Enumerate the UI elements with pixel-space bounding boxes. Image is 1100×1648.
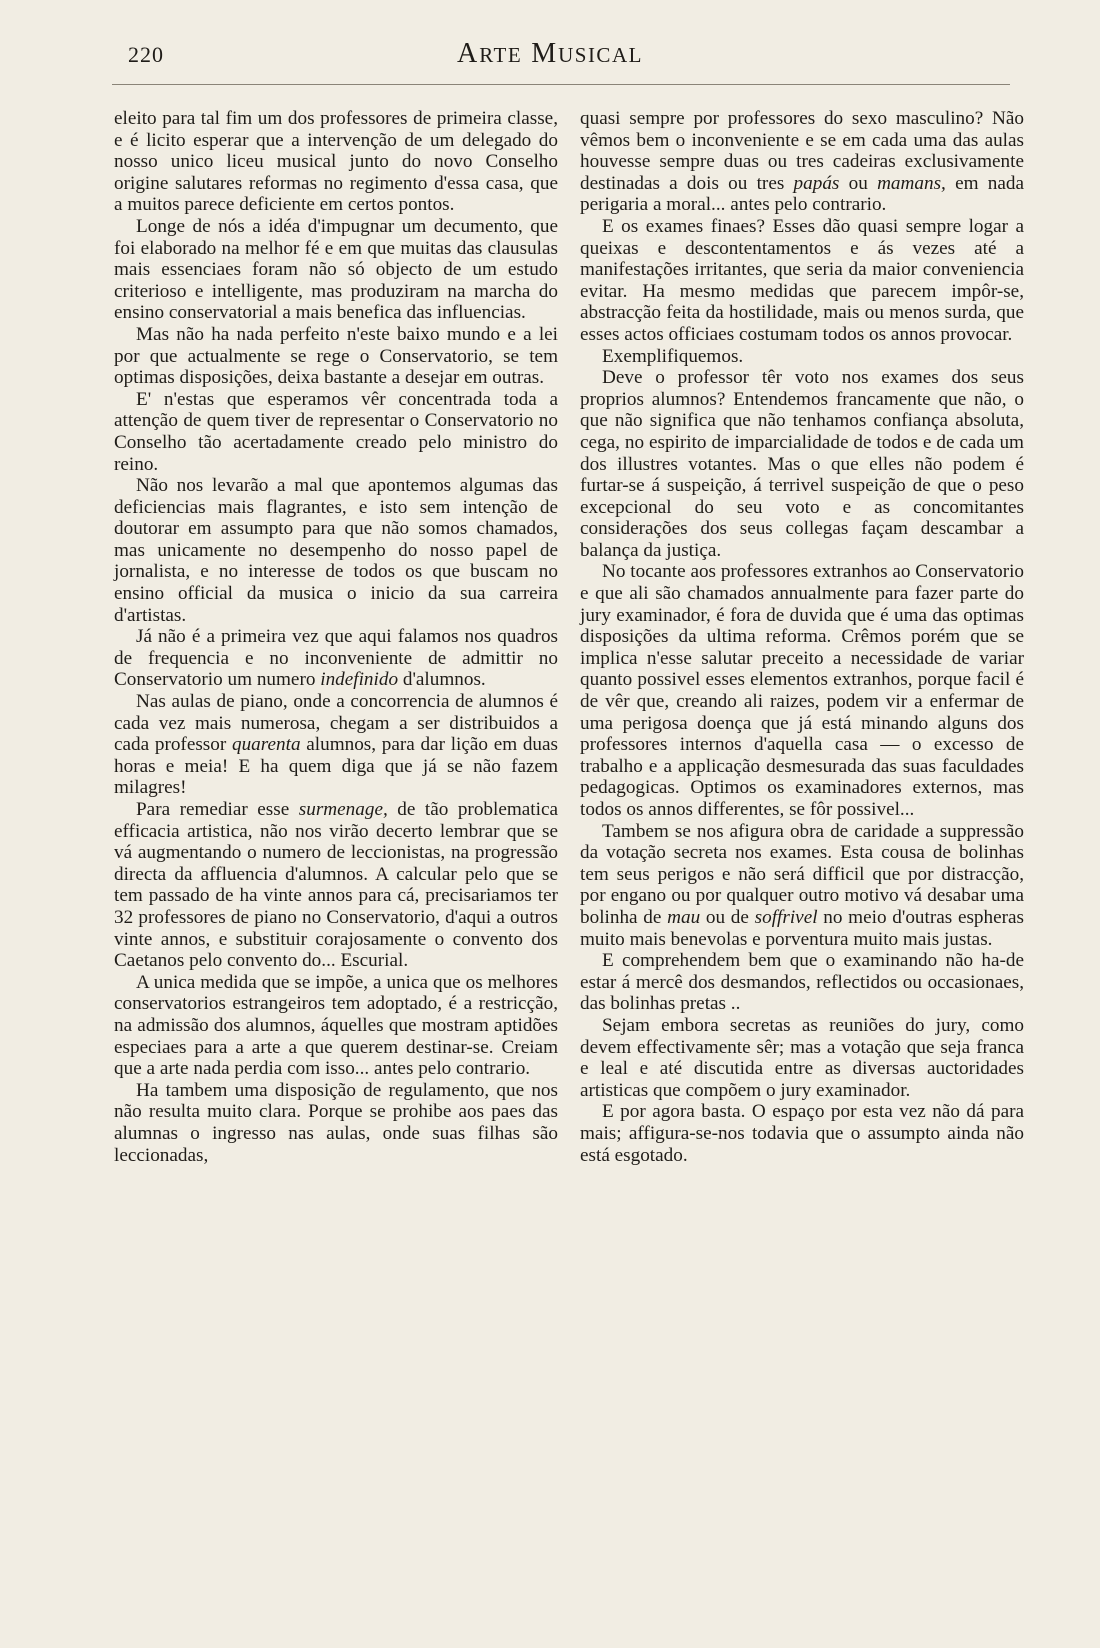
- paragraph-text: de tão problematica efficacia artistica, não nos virão decerto lembrar que se vá augmentando o numero de leccionistas, na progressão directa da affluencia d'alumnos. A calcular pelo que se tem passado de ha vinte annos para cá, precisariamos ter 32 professores de piano no Conservatorio, d'aqui a outros vinte annos, e substituir corajosamente o convento dos Caetanos pelo convento do... Escurial.: [114, 799, 558, 972]
- paragraph: [114, 626, 558, 691]
- paragraph: [580, 950, 1024, 1015]
- paragraph-text: Para remediar esse: [136, 799, 299, 820]
- paragraph: [114, 799, 558, 972]
- paragraph: [580, 821, 1024, 951]
- paragraph: [580, 1101, 1024, 1166]
- paragraph-text: Nas aulas de piano, onde a concorrencia de alumnos é cada vez mais numerosa, chegam a ser distribuidos a cada professor: [114, 691, 558, 756]
- header-rule: [112, 84, 1010, 85]
- paragraph-text: Já não é a primeira vez que aqui falamos nos quadros de frequencia e no inconveniente de admittir no Conservatorio um numero: [114, 626, 558, 691]
- italic-text: mamans,: [877, 172, 946, 194]
- paragraph-text: E por agora basta. O espaço por esta vez não dá para mais; affigura-se-nos todavia que o assumpto ainda não está esgotado.: [580, 1101, 1024, 1166]
- italic-text: indefinido: [320, 669, 399, 691]
- paragraph: [580, 216, 1024, 346]
- paragraph: [580, 346, 1024, 368]
- title-initial-a: A: [457, 38, 480, 69]
- italic-text: quarenta: [231, 734, 301, 756]
- paragraph-text: E comprehendem bem que o examinando não ha-de estar á mercê dos desmandos, reflectidos ou occasionaes, das bolinhas pretas ..: [580, 950, 1024, 1015]
- paragraph-text: ou de: [700, 906, 755, 928]
- italic-text: surmenage,: [298, 799, 388, 820]
- paragraph-text: Exemplifiquemos.: [602, 345, 744, 367]
- paragraph-text: Não nos levarão a mal que apontemos algumas das deficiencias mais flagrantes, e isto sem intenção de doutorar em assumpto para que não somos chamados, mas unicamente no desempenho do nosso papel de jornalista, e no interesse de todos os que buscam no ensino official da musica o inicio da sua carreira d'artistas.: [114, 475, 558, 626]
- title-initial-m: M: [531, 38, 559, 69]
- paragraph: [580, 561, 1024, 820]
- italic-text: soffrivel: [754, 906, 818, 928]
- paragraph: [114, 972, 558, 1080]
- paragraph: [580, 367, 1024, 561]
- paragraph: [114, 1080, 558, 1166]
- paragraph-text: alumnos, para dar lição em duas horas e meia! E ha quem diga que já se não fazem milagres!: [114, 734, 559, 799]
- page-header: [0, 38, 1100, 78]
- title-rest-arte: RTE: [479, 43, 523, 67]
- paragraph-text: Ha tambem uma disposição de regulamento, que nos não resulta muito clara. Porque se prohibe aos paes das alumnas o ingresso nas aulas, onde suas filhas são leccionadas,: [114, 1079, 558, 1166]
- page-number: 220: [128, 42, 164, 67]
- paragraph-text: Longe de nós a idéa d'impugnar um decumento, que foi elaborado na melhor fé e em que muitas das clausulas mais essenciaes foram não só objecto de um estudo criterioso e intelligente, mas produziram na marcha do ensino conservatorial a mais benefica das influencias.: [114, 215, 558, 324]
- paragraph-text: no meio d'outras espheras muito mais benevolas e porventura muito mais justas.: [580, 906, 1024, 950]
- paragraph-text: E os exames finaes? Esses dão quasi sempre logar a queixas e descontentamentos e ás vezes até a manifestações irritantes, que seria da maior conveniencia evitar. Ha mesmo medidas que parecem impôr-se, abstracção feita da hostilidade, mais ou menos surda, que esses actos officiaes costumam todos os annos provocar.: [580, 215, 1024, 345]
- paragraph-text: E' n'estas que esperamos vêr concentrada toda a attenção de quem tiver de representar o Conservatorio no Conselho tão acertadamente creado pelo ministro do reino.: [114, 388, 558, 475]
- left-column: [114, 108, 558, 1166]
- paragraph-text: ou: [839, 172, 878, 194]
- paragraph-text: quasi sempre por professores do sexo masculino? Não vêmos bem o inconveniente e se em cada uma das aulas houvesse sempre duas ou tres cadeiras exclusivamente destinadas a dois ou tres: [580, 108, 1024, 194]
- italic-text: mau: [667, 906, 701, 928]
- paragraph-text: No tocante aos professores extranhos ao Conservatorio e que ali são chamados annualmente para fazer parte do jury examinador, é fora de duvida que é uma das optimas disposições da ultima reforma. Crêmos porém que se implica n'esse salutar preceito a necessidade de variar quanto possivel esses elementos extranhos, porque facil é de vêr que, creando ali raizes, podem vir a enfermar de uma perigosa doença que já está minando alguns dos professores internos d'aquella casa — o excesso de trabalho e a applicação desmesurada das suas faculdades pedagogicas. Optimos os examinadores externos, mas todos os annos differentes, se fôr possivel...: [580, 561, 1025, 820]
- paragraph-text: em nada perigaria a moral... antes pelo contrario.: [580, 172, 1024, 216]
- paragraph-text: Deve o professor têr voto nos exames dos seus proprios alumnos? Entendemos francamente que não, o que não significa que não tenhamos confiança absoluta, cega, no espirito de imparcialidade de todos e de cada um dos illustres votantes. Mas o que elles não podem é furtar-se á suspeição, á terrivel suspeição de que o peso excepcional do seu voto e as concomitantes considerações dos seus collegas façam descambar a balança da justiça.: [580, 367, 1024, 561]
- running-title: [0, 38, 1100, 70]
- italic-text: papás: [793, 172, 840, 194]
- paragraph: [580, 1015, 1024, 1101]
- right-column: [580, 108, 1024, 1166]
- paragraph-text: eleito para tal fim um dos professores de primeira classe, e é licito esperar que a intervenção de um delegado do nosso unico liceu musical junto do novo Conselho origine salutares reformas no regimento d'essa casa, que a muitos parece deficiente em certos pontos.: [114, 108, 558, 216]
- paragraph: [114, 389, 558, 475]
- paragraph: [114, 475, 558, 626]
- paragraph-text: Mas não ha nada perfeito n'este baixo mundo e a lei por que actualmente se rege o Conservatorio, se tem optimas disposições, deixa bastante a desejar em outras.: [114, 323, 558, 389]
- paragraph: [580, 108, 1024, 216]
- paragraph-text: A unica medida que se impõe, a unica que os melhores conservatorios estrangeiros tem adoptado, é a restricção, na admissão dos alumnos, áquelles que mostram aptidões especiaes para a arte a que querem destinar-se. Creiam que a arte nada perdia com isso... antes pelo contrario.: [114, 971, 558, 1080]
- paragraph-text: Sejam embora secretas as reuniões do jury, como devem effectivamente sêr; mas a votação que seja franca e leal e até discutida entre as diversas auctoridades artisticas que compõem o jury examinador.: [580, 1014, 1024, 1101]
- paragraph-text: d'alumnos.: [398, 669, 486, 691]
- paragraph-text: Tambem se nos afigura obra de caridade a suppressão da votação secreta nos exames. Esta cousa de bolinhas tem seus perigos e não será difficil que por distracção, por engano ou por qualquer outro motivo vá desabar uma bolinha de: [580, 820, 1024, 928]
- paragraph: [114, 324, 558, 389]
- title-rest-musical: USICAL: [558, 43, 643, 67]
- paragraph: [114, 216, 558, 324]
- paragraph: [114, 108, 558, 216]
- paragraph: [114, 691, 558, 799]
